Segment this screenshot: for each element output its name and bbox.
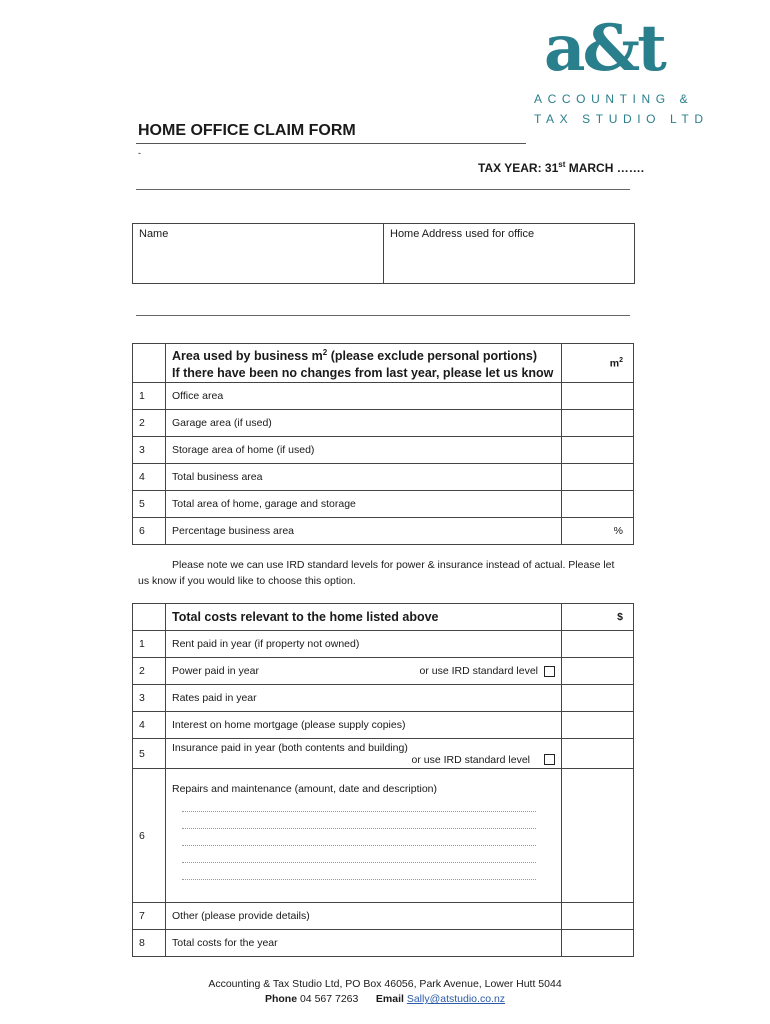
interest-amount-input[interactable] <box>562 712 634 739</box>
power-ird-option: or use IRD standard level <box>420 665 555 677</box>
row-label: Total area of home, garage and storage <box>166 491 562 518</box>
area-unit-header: $m^2$ <box>562 344 634 383</box>
logo-line-1: ACCOUNTING & <box>534 92 694 106</box>
garage-area-input[interactable] <box>562 410 634 437</box>
row-num: 6 <box>133 518 166 545</box>
row-label: Rent paid in year (if property not owned) <box>166 631 562 658</box>
row-num: 5 <box>133 491 166 518</box>
table-row <box>133 464 634 491</box>
footer-contact <box>0 992 770 1007</box>
company-logo: a&t <box>544 11 664 86</box>
rent-amount-input[interactable] <box>562 631 634 658</box>
row-label: Other (please provide details) <box>166 903 562 930</box>
rates-amount-input[interactable] <box>562 685 634 712</box>
costs-header: Total costs relevant to the home listed above <box>166 604 562 631</box>
area-header-line1: Area used by business $m^2$ (please exclude personal portions) <box>172 348 537 364</box>
row-num: 2 <box>133 410 166 437</box>
name-label: Name <box>139 228 169 240</box>
area-header-num <box>133 344 166 383</box>
table-row <box>133 685 634 712</box>
row-label: Total business area <box>166 464 562 491</box>
costs-unit-header: $ <box>562 604 634 631</box>
divider-rule <box>136 189 630 190</box>
phone-label: Phone <box>264 993 298 1005</box>
home-address-label: Home Address used for office <box>390 228 535 240</box>
name-field[interactable] <box>133 224 384 284</box>
email-link[interactable]: Sally@atstudio.co.nz <box>406 993 506 1005</box>
storage-area-input[interactable] <box>562 437 634 464</box>
divider-rule-2 <box>136 315 630 316</box>
table-row <box>133 769 634 903</box>
title-rule <box>136 143 526 144</box>
row-num: 7 <box>133 903 166 930</box>
repairs-line[interactable] <box>182 795 536 812</box>
title-mark: - <box>138 148 141 158</box>
ird-note-line2: us know if you would like to choose this option. <box>138 575 356 587</box>
office-area-input[interactable] <box>562 383 634 410</box>
row-label: Office area <box>166 383 562 410</box>
table-row <box>133 518 634 545</box>
total-costs-input[interactable] <box>562 930 634 957</box>
power-ird-checkbox[interactable] <box>544 666 555 677</box>
table-row <box>133 437 634 464</box>
row-label <box>166 769 562 903</box>
table-row <box>133 712 634 739</box>
tax-year-suffix: MARCH ……. <box>565 161 645 175</box>
costs-table <box>132 603 634 957</box>
table-row <box>133 491 634 518</box>
insurance-amount-input[interactable] <box>562 739 634 769</box>
table-row <box>133 658 634 685</box>
repairs-label: Repairs and maintenance (amount, date and description) <box>172 783 437 795</box>
other-amount-input[interactable] <box>562 903 634 930</box>
row-num: 5 <box>133 739 166 769</box>
repairs-amount-input[interactable] <box>562 769 634 903</box>
row-label: Garage area (if used) <box>166 410 562 437</box>
row-label: Interest on home mortgage (please supply copies) <box>166 712 562 739</box>
repairs-line[interactable] <box>182 863 536 880</box>
costs-header-num <box>133 604 166 631</box>
row-num: 3 <box>133 437 166 464</box>
area-header <box>166 344 562 383</box>
table-row <box>133 383 634 410</box>
home-address-field[interactable] <box>384 224 635 284</box>
ird-note-line1: Please note we can use IRD standard levels for power & insurance instead of actual. Please let <box>172 559 615 571</box>
repairs-line[interactable] <box>182 829 536 846</box>
repairs-line[interactable] <box>182 846 536 863</box>
insurance-label: Insurance paid in year (both contents and building) <box>172 741 408 754</box>
area-table <box>132 343 634 545</box>
row-label: Total costs for the year <box>166 930 562 957</box>
phone-number: 04 567 7263 <box>299 993 359 1005</box>
row-num: 1 <box>133 631 166 658</box>
table-row <box>133 903 634 930</box>
footer-address: Accounting & Tax Studio Ltd, PO Box 46056, Park Avenue, Lower Hutt 5044 <box>208 978 562 990</box>
insurance-ird-checkbox[interactable] <box>544 754 555 765</box>
name-address-table <box>132 223 635 284</box>
insurance-ird-option: or use IRD standard level <box>172 754 555 766</box>
table-row <box>133 631 634 658</box>
row-num: 8 <box>133 930 166 957</box>
tax-year <box>478 160 644 175</box>
row-num: 3 <box>133 685 166 712</box>
row-label: Rates paid in year <box>166 685 562 712</box>
row-label: Percentage business area <box>166 518 562 545</box>
power-amount-input[interactable] <box>562 658 634 685</box>
tax-year-prefix: TAX YEAR: 31 <box>478 161 559 175</box>
power-label: Power paid in year <box>172 665 259 677</box>
row-num: 1 <box>133 383 166 410</box>
tax-year-sup: st <box>558 160 566 169</box>
row-num: 6 <box>133 769 166 903</box>
area-header-line2: If there have been no changes from last year, please let us know <box>172 366 554 381</box>
total-business-area-input[interactable] <box>562 464 634 491</box>
row-label: Storage area of home (if used) <box>166 437 562 464</box>
row-label <box>166 739 562 769</box>
table-row <box>133 930 634 957</box>
ird-note <box>138 557 630 589</box>
row-num: 2 <box>133 658 166 685</box>
row-label <box>166 658 562 685</box>
row-num: 4 <box>133 712 166 739</box>
logo-line-2: TAX STUDIO LTD <box>534 112 709 126</box>
area-header-sup: 2 <box>322 348 328 357</box>
table-row <box>133 410 634 437</box>
email-label: Email <box>375 993 404 1005</box>
row-num: 4 <box>133 464 166 491</box>
table-row <box>133 739 634 769</box>
form-title: HOME OFFICE CLAIM FORM <box>138 122 356 139</box>
percentage-business-area-input[interactable]: % <box>562 518 634 545</box>
total-home-area-input[interactable] <box>562 491 634 518</box>
repairs-line[interactable] <box>182 812 536 829</box>
